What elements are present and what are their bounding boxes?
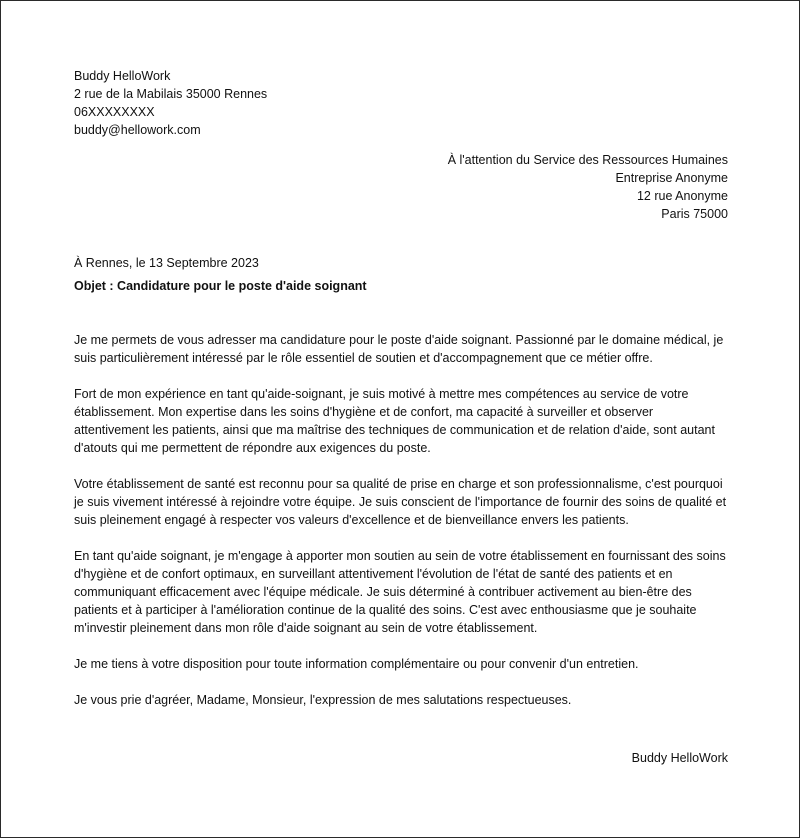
body-paragraph-experience: Fort de mon expérience en tant qu'aide-soignant, je suis motivé à mettre mes compétences au service de votre établissement. Mon expertise dans les soins d'hygiène et de confort, ma capacité à surveiller et observer attentivement les patients, ainsi que ma maîtrise des techniques de communication et de relation d'aide, sont autant d'atouts qui me permettent de répondre aux exigences du poste. [74,387,715,455]
sender-phone: 06XXXXXXXX [74,105,155,119]
sender-address: 2 rue de la Mabilais 35000 Rennes [74,87,268,101]
date-line: À Rennes, le 13 Septembre 2023 [74,256,259,270]
recipient-attention: À l'attention du Service des Ressources Humaines [447,153,728,167]
body-paragraph-commitment: En tant qu'aide soignant, je m'engage à apporter mon soutien au sein de votre établissement en fournissant des soins d'hygiène et de confort optimaux, en surveillant attentivement l'évolution de l'état de santé des patients et en communiquant efficacement avec l'équipe médicale. Je suis déterminé à contribuer activement au bien-être des patients et à participer à l'amélioration continue de la qualité des soins. C'est avec enthousiasme que je souhaite m'investir pleinement dans mon rôle d'aide soignant au sein de votre établissement. [74,549,726,635]
signature: Buddy HelloWork [631,751,728,765]
sender-block [74,67,728,139]
recipient-company: Entreprise Anonyme [615,171,728,185]
letter-content [74,67,728,767]
recipient-street: 12 rue Anonyme [636,189,728,203]
body-paragraph-intro: Je me permets de vous adresser ma candidature pour le poste d'aide soignant. Passionné par le domaine médical, je suis particulièrement intéressé par le rôle essentiel de soutien et d'accompagnement que ce métier offre. [74,333,724,365]
subject-line: Objet : Candidature pour le poste d'aide soignant [74,279,367,293]
body-paragraph-availability: Je me tiens à votre disposition pour toute information complémentaire ou pour convenir d'un entretien. [74,657,639,671]
body-paragraph-salutation: Je vous prie d'agréer, Madame, Monsieur, l'expression de mes salutations respectueuses. [74,693,572,707]
sender-name: Buddy HelloWork [74,69,171,83]
body-paragraph-establishment: Votre établissement de santé est reconnu pour sa qualité de prise en charge et son professionnalisme, c'est pourquoi je suis vivement intéressé à rejoindre votre équipe. Je suis conscient de l'importance de fournir des soins de qualité et suis pleinement engagé à respecter vos valeurs d'excellence et de bienveillance envers les patients. [74,477,727,527]
recipient-block [74,151,728,223]
sender-email: buddy@hellowork.com [74,123,201,137]
recipient-city: Paris 75000 [661,207,728,221]
letter-body [74,331,728,709]
